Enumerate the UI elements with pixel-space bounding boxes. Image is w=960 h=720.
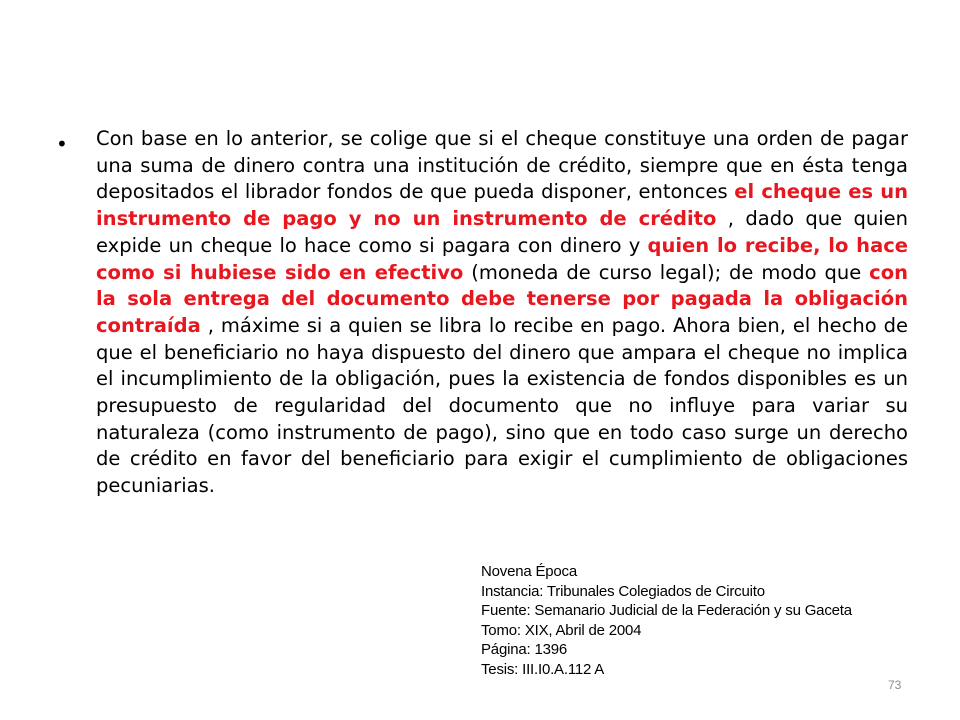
emphasis-segment: el cheque es un instrumento de pago y no un instrumento de crédito xyxy=(96,180,908,231)
text-segment: , máxime si a quien se libra lo recibe en pago. Ahora bien, el hecho de que el beneficiario no haya dispuesto del dinero que ampara el cheque no implica el incumplimiento de la obligación, pues la existencia de fondos disponibles es un presupuesto de regularidad del documento que no influye para variar su naturaleza (como instrumento de pago), sino que en todo caso surge un derecho de crédito en favor del beneficiario para exigir el cumplimiento de obligaciones pecuniarias. xyxy=(96,313,908,498)
citation-block xyxy=(481,562,852,680)
citation-tesis: Tesis: III.I0.A.112 A xyxy=(481,660,605,678)
citation-instancia: Instancia: Tribunales Colegiados de Circuito xyxy=(481,582,765,600)
bullet-icon: • xyxy=(56,132,68,156)
emphasis-segment: quien lo recibe, lo hace como si hubiese sido en efectivo xyxy=(96,233,909,284)
body-text xyxy=(96,126,908,500)
text-segment: (moneda de curso legal); de modo que xyxy=(463,260,870,284)
citation-epoca: Novena Época xyxy=(481,563,578,580)
page-number: 73 xyxy=(888,678,902,692)
citation-pagina: Página: 1396 xyxy=(481,641,568,659)
bullet-paragraph xyxy=(56,126,908,500)
text-segment: Con base en lo anterior, se colige que si el cheque constituye una orden de pagar una suma de dinero contra una institución de crédito, siempre que en ésta tenga depositados el librador fondos de que pueda disponer, entonces xyxy=(96,127,908,204)
citation-tomo: Tomo: XIX, Abril de 2004 xyxy=(481,621,642,639)
citation-fuente: Fuente: Semanario Judicial de la Federación y su Gaceta xyxy=(481,602,852,620)
text-segment: , dado que quien expide un cheque lo hace como si pagara con dinero y xyxy=(96,207,909,257)
emphasis-segment: con la sola entrega del documento debe tenerse por pagada la obligación contraída xyxy=(96,260,908,337)
